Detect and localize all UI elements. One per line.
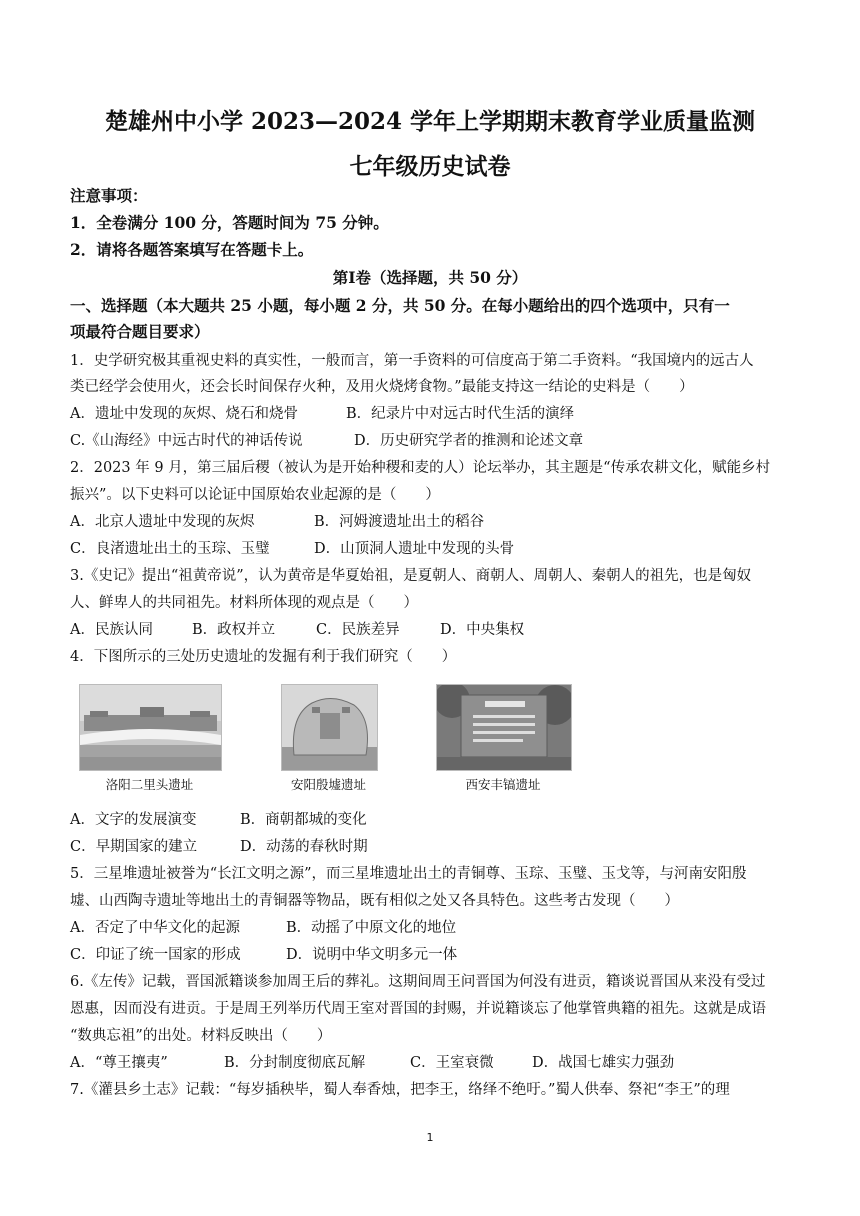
q2-option-a: A．北京人遗址中发现的灰烬 — [70, 514, 255, 530]
question-2-stem: 振兴”。以下史料可以论证中国原始农业起源的是（ ） — [70, 487, 440, 503]
section-heading: 一、选择题（本大题共 25 小题，每小题 2 分，共 50 分。在每小题给出的四个选项中，只有一 — [70, 296, 730, 315]
photo-caption: 安阳殷墟遗址 — [290, 777, 366, 792]
q6-option-b: B．分封制度彻底瓦解 — [224, 1055, 366, 1071]
fenghao-site-photo — [436, 684, 572, 771]
yinxu-site-photo — [281, 684, 378, 771]
part1-heading: 第Ⅰ卷（选择题，共 50 分） — [332, 268, 528, 287]
exam-title: 楚雄州中小学 2023—2024 学年上学期期末教育学业质量监测 — [104, 108, 756, 135]
notice-item: 1．全卷满分 100 分，答题时间为 75 分钟。 — [70, 213, 389, 232]
page-number: 1 — [426, 1131, 434, 1144]
notice-item: 2．请将各题答案填写在答题卡上。 — [70, 240, 314, 259]
q5-option-a: A．否定了中华文化的起源 — [70, 920, 240, 936]
question-4-stem: 4．下图所示的三处历史遗址的发掘有利于我们研究（ ） — [70, 649, 457, 665]
q5-option-b: B．动摇了中原文化的地位 — [286, 920, 457, 936]
q6-option-c: C．王室衰微 — [410, 1055, 494, 1071]
q4-option-b: B．商朝都城的变化 — [240, 812, 367, 828]
section-heading: 项最符合题目要求） — [70, 322, 210, 341]
erlitou-site-photo — [79, 684, 222, 771]
q4-option-d: D．动荡的春秋时期 — [240, 839, 368, 855]
q1-option-d: D．历史研究学者的推测和论述文章 — [354, 433, 584, 449]
question-6-stem: 恩惠，因而没有进贡。于是周王列举历代周王室对晋国的封赐，并说籍谈忘了他掌管典籍的祖先。这就是成语 — [70, 1001, 766, 1017]
exam-subtitle: 七年级历史试卷 — [349, 153, 511, 180]
question-5-stem: 墟、山西陶寺遗址等地出土的青铜器等物品，既有相似之处又各具特色。这些考古发现（ ） — [70, 893, 679, 909]
q6-option-d: D．战国七雄实力强劲 — [532, 1055, 675, 1071]
question-7-stem: 7.《灌县乡土志》记载：“每岁插秧毕，蜀人奉香烛，把李王，络绎不绝吁。”蜀人供奉、祭祀“李王”的理 — [70, 1082, 730, 1098]
q2-option-b: B．河姆渡遗址出土的稻谷 — [314, 514, 485, 530]
question-1-stem: 1．史学研究极其重视史料的真实性，一般而言，第一手资料的可信度高于第二手资料。“我国境内的远古人 — [70, 353, 754, 369]
q1-option-b: B．纪录片中对远古时代生活的演绎 — [346, 406, 575, 422]
q4-option-a: A．文字的发展演变 — [70, 812, 197, 828]
question-2-stem: 2．2023 年 9 月，第三届后稷（被认为是开始种稷和麦的人）论坛举办，其主题是“传承农耕文化，赋能乡村 — [70, 460, 771, 476]
q5-option-c: C．印证了统一国家的形成 — [70, 947, 241, 963]
q3-option-c: C．民族差异 — [316, 622, 400, 638]
q6-option-a: A．“尊王攘夷” — [70, 1055, 168, 1071]
question-6-stem: 6.《左传》记载，晋国派籍谈参加周王后的葬礼。这期间周王问晋国为何没有进贡，籍谈说晋国从来没有受过 — [70, 974, 766, 990]
q1-option-c: C.《山海经》中远古时代的神话传说 — [70, 433, 303, 449]
q3-option-d: D．中央集权 — [440, 622, 525, 638]
q5-option-d: D．说明中华文明多元一体 — [286, 947, 458, 963]
photo-caption: 西安丰镐遗址 — [465, 777, 541, 792]
notice-heading: 注意事项： — [70, 186, 148, 205]
question-1-stem: 类已经学会使用火，还会长时间保存火种，及用火烧烤食物。”最能支持这一结论的史料是（ ） — [70, 379, 694, 395]
q2-option-c: C．良渚遗址出土的玉琮、玉璧 — [70, 541, 270, 557]
question-3-stem: 3.《史记》提出“祖黄帝说”，认为黄帝是华夏始祖，是夏朝人、商朝人、周朝人、秦朝人的祖先，也是匈奴 — [70, 568, 752, 584]
question-6-stem: “数典忘祖”的出处。材料反映出（ ） — [70, 1028, 332, 1044]
question-3-stem: 人、鲜卑人的共同祖先。材料所体现的观点是（ ） — [70, 595, 418, 611]
q4-option-c: C．早期国家的建立 — [70, 839, 198, 855]
q2-option-d: D．山顶洞人遗址中发现的头骨 — [314, 541, 515, 557]
question-5-stem: 5．三星堆遗址被誉为“长江文明之源”，而三星堆遗址出土的青铜尊、玉琮、玉璧、玉戈等，与河南安阳殷 — [70, 866, 747, 882]
q3-option-a: A．民族认同 — [70, 622, 153, 638]
q3-option-b: B．政权并立 — [192, 622, 276, 638]
photo-caption: 洛阳二里头遗址 — [105, 777, 194, 792]
q1-option-a: A．遗址中发现的灰烬、烧石和烧骨 — [70, 406, 298, 422]
